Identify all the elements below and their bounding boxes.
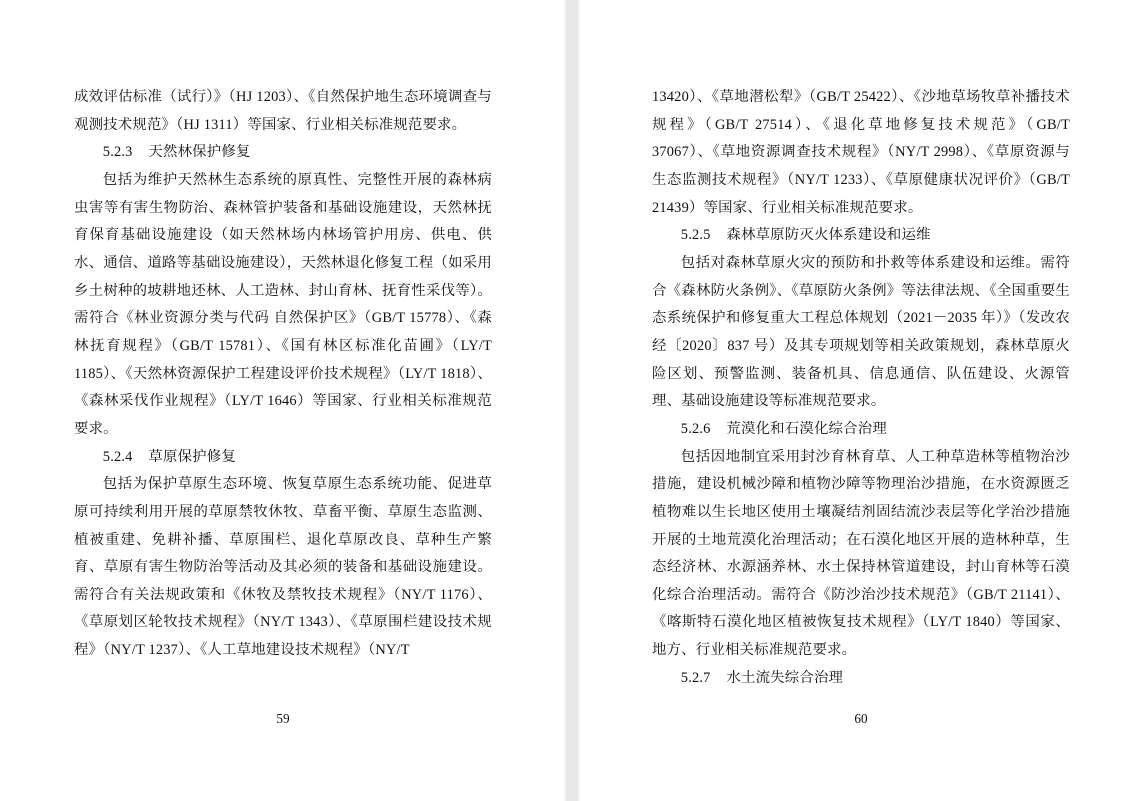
section-number: 5.2.5 xyxy=(680,227,711,244)
section-number: 5.2.4 xyxy=(102,448,133,465)
section-title: 森林草原防灭火体系建设和运维 xyxy=(726,227,931,244)
page-number: 60 xyxy=(854,711,868,726)
paragraph: 包括为保护草原生态环境、恢复草原生态系统功能、促进草原可持续利用开展的草原禁牧休牧、草畜平衡、草原生态监测、植被重建、免耕补播、草原围栏、退化草原改良、草种生产繁育、草原有害生物防治等活动及其必须的装备和基础设施建设。需符合有关法规政策和《休牧及禁牧技术规程》（NY/T 1176）、《草原划区轮牧技术规程》（NY/T 1343）、《草原围栏建设技术规程》（NY/T 1237）、《人工草地建设技术规程》（NY/T xyxy=(74,476,492,659)
paragraph: 成效评估标准（试行）》（HJ 1203）、《自然保护地生态环境调查与观测技术规范》（HJ 1311）等国家、行业相关标准规范要求。 xyxy=(74,89,492,133)
page-right-content xyxy=(578,0,1144,801)
section-heading xyxy=(74,139,492,167)
section-title: 荒漠化和石漠化综合治理 xyxy=(726,420,887,437)
section-title: 草原保护修复 xyxy=(148,448,236,465)
section-title: 水土流失综合治理 xyxy=(726,669,844,686)
paragraph: 包括因地制宜采用封沙育林育草、人工种草造林等植物治沙措施，建设机械沙障和植物沙障等物理治沙措施，在水资源匮乏植物难以生长地区使用土壤凝结剂固结流沙表层等化学治沙措施开展的土地荒漠化治理活动；在石漠化地区开展的造林种草，生态经济林、水源涵养林、水土保持林管道建设，封山育林等石漠化综合治理活动。需符合《防沙治沙技术规范》（GB/T 21141）、《喀斯特石漠化地区植被恢复技术规程》（LY/T 1840）等国家、地方、行业相关标准规范要求。 xyxy=(652,448,1070,659)
section-heading xyxy=(652,222,1070,250)
paragraph: 13420）、《草地潜松犁》（GB/T 25422）、《沙地草场牧草补播技术规程》（GB/T 27514）、《退化草地修复技术规范》（GB/T 37067）、《草地资源调查技术规程》（NY/T 2998）、《草原资源与生态监测技术规程》（NY/T 1233）、《草原健康状况评价》（GB/T 21439）等国家、行业相关标准规范要求。 xyxy=(652,89,1070,216)
section-number: 5.2.6 xyxy=(680,420,711,437)
paragraph: 包括为维护天然林生态系统的原真性、完整性开展的森林病虫害等有害生物防治、森林管护装备和基础设施建设，天然林抚育保育基础设施建设（如天然林场内林场管护用房、供电、供水、通信、道路等基础设施建设），天然林退化修复工程（如采用乡土树种的坡耕地还林、人工造林、封山育林、抚育性采伐等）。需符合《林业资源分类与代码 自然保护区》（GB/T 15778）、《森林抚育规程》（GB/T 15781）、《国有林区标准化苗圃》（LY/T 1185）、《天然林资源保护工程建设评价技术规程》（LY/T 1818）、《森林采伐作业规程》（LY/T 1646）等国家、行业相关标准规范要求。 xyxy=(74,171,492,437)
page-left xyxy=(0,0,566,801)
section-heading xyxy=(74,444,492,472)
page-right xyxy=(578,0,1144,801)
section-number: 5.2.7 xyxy=(680,669,711,686)
section-heading xyxy=(652,665,1070,693)
paragraph: 包括对森林草原火灾的预防和扑救等体系建设和运维。需符合《森林防火条例》、《草原防火条例》等法律法规、《全国重要生态系统保护和修复重大工程总体规划（2021－2035 年）》（发改农经〔2020〕837 号）及其专项规划等相关政策规划，森林草原火险区划、预警监测、装备机具、信息通信、队伍建设、火源管理、基础设施建设等标准规范要求。 xyxy=(652,254,1070,410)
section-heading xyxy=(652,416,1070,444)
section-number: 5.2.3 xyxy=(102,144,133,161)
section-title: 天然林保护修复 xyxy=(148,144,251,161)
page-number: 59 xyxy=(276,711,290,726)
page-left-content xyxy=(0,0,566,801)
